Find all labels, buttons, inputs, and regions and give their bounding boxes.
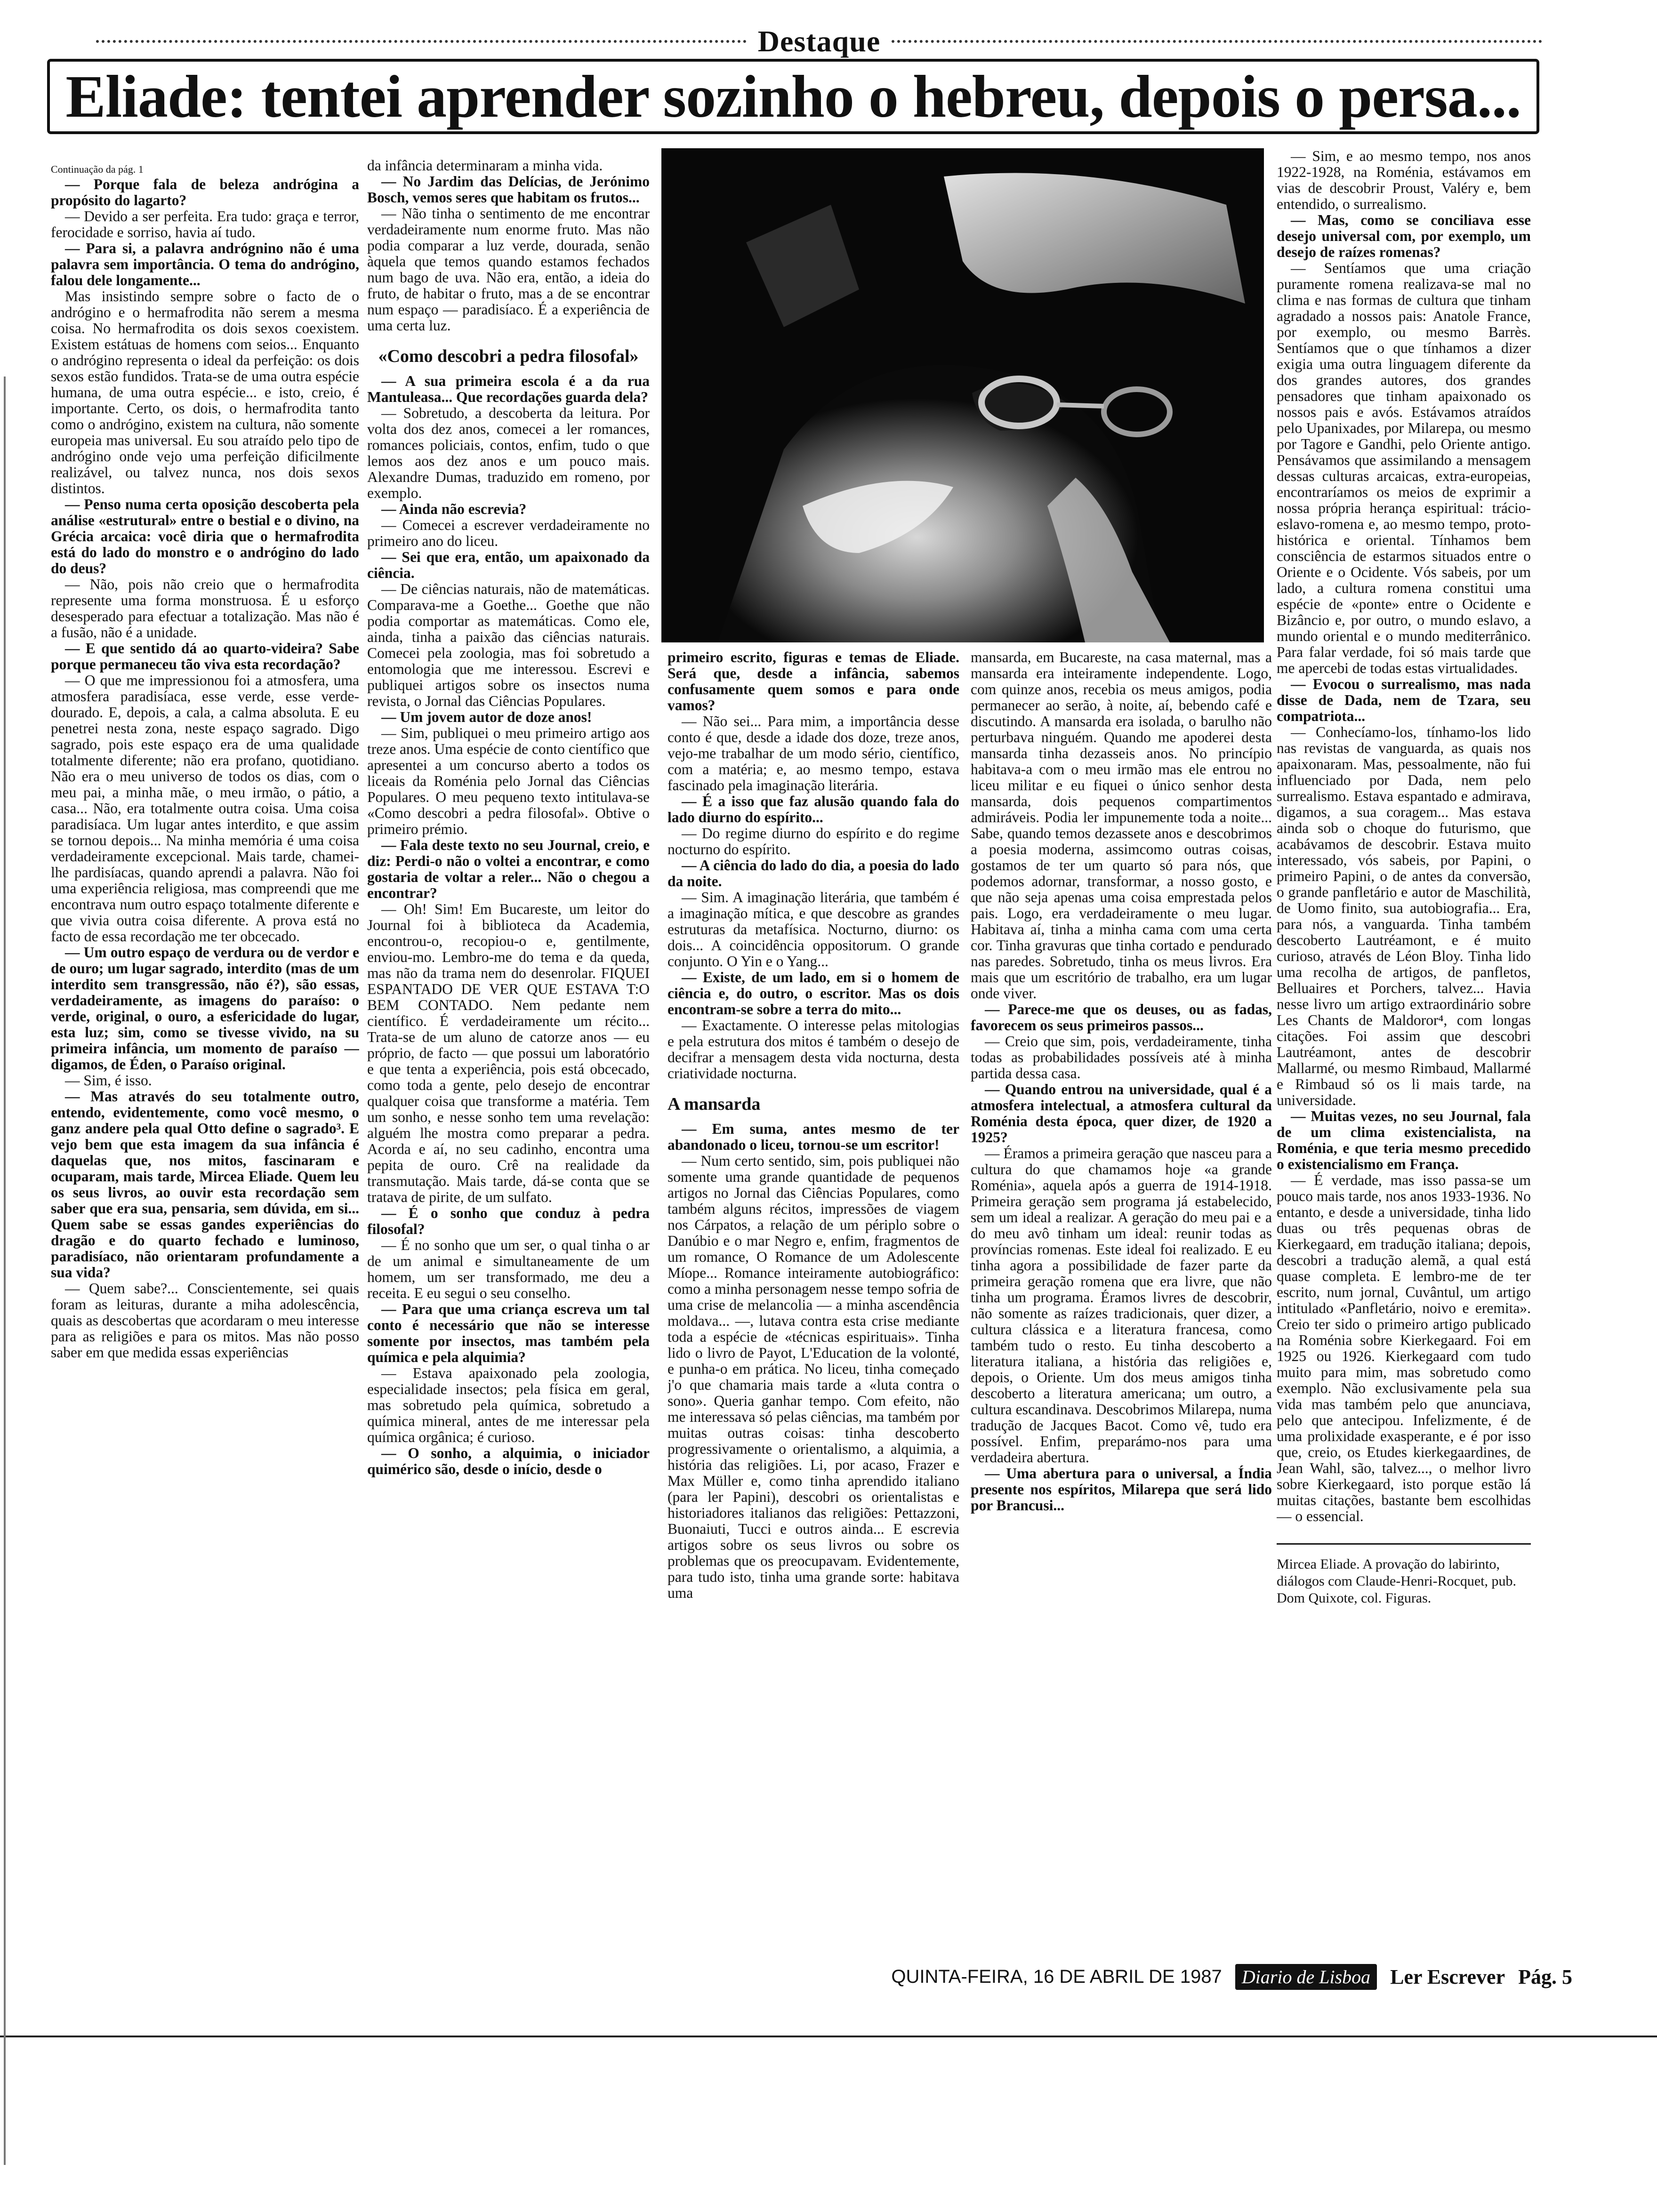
paragraph: — Não sei... Para mim, a importância desse conto é que, desde a idade dos doze, treze anos, vejo-me trabalhar de um modo sério, científico, com a matéria; e, ao mesmo tempo, estava fascinado pela imaginação literária. bbox=[668, 713, 959, 793]
interview-question: — Mas, como se conciliava esse desejo universal com, por exemplo, um desejo de raízes romenas? bbox=[1277, 212, 1531, 260]
interview-question: — Mas através do seu totalmente outro, entendo, evidentemente, como você mesmo, o ganz andere pela qual Otto define o sagrado³. E vejo bem que esta imagem da sua infância é daquelas que, nos mitos, fascinaram e ocuparam, mais tarde, Mircea Eliade. Quem leu os seus livros, ao ouvir esta recordação sem saber que era sua, pensaria, sem dúvida, em si... Quem sabe se essas gandes experiências do dragão e do quarto fechado e luminoso, paradisíaco, não orientaram profundamente a sua vida? bbox=[51, 1088, 359, 1281]
paragraph: — O que me impressionou foi a atmosfera, uma atmosfera paradisíaca, esse verde, esse verde-dourado. E, depois, a cala, a calma absoluta. E eu penetrei nesta zona, neste espaço sagrado. Digo sagrado, pois este espaço era de uma qualidade totalmente diferente; não era profano, quotidiano. Não era o meu universo de todos os dias, com o meu pai, a minha mãe, o meu irmão, o pátio, a casa... Não, era totalmente outra coisa. Uma coisa paradisíaca. Um lugar antes interdito, e que assim se tornou depois... Na minha memória é uma coisa verdadeiramente excepcional. Mais tarde, chamei-lhe pardisíacas, quando aprendi a palavra. Não foi uma experiência religiosa, mas compreendi que me encontrava num outro espaço totalmente diferente e que vivia outra coisa diferente. A prova está no facto de essa recordação me ter obcecado. bbox=[51, 672, 359, 945]
paragraph: — Éramos a primeira geração que nasceu para a cultura do que chamamos hoje «a grande Roménia», aquela após a guerra de 1914-1918. Primeira geração sem programa já estabelecido, sem um ideal a realizar. A geração do meu pai e a do meu avô tinham um ideal: reunir todas as províncias romenas. Este ideal foi realizado. E eu tinha agora a possibilidade de fazer parte da primeira geração romena que era livre, que não tinha um programa. Éramos livres de descobrir, não somente as raízes tradicionais, quer dizer, a cultura clássica e a literatura francesa, como também tudo o resto. Eu tinha descoberto a literatura italiana, a história das religiões e, depois, o Oriente. Um dos meus amigos tinha descoberto a literatura americana; um outro, a cultura escandinava. Descobrimos Milarepa, numa tradução de Jacques Bacot. Como vê, tudo era possível. Enfim, preparámo-nos para uma verdadeira abertura. bbox=[971, 1145, 1272, 1466]
paragraph: — Conhecíamo-los, tínhamo-los lido nas revistas de vanguarda, as quais nos apaixonaram. Mas, pessoalmente, não fui influenciado por Dada, nem pelo surrealismo. Estava espantado e admirava, digamos, a sua coragem... Mas estava ainda sob o choque do futurismo, que acabávamos de descobrir. Estava muito interessado, vós sabeis, por Papini, o primeiro Papini, o de antes da conversão, o grande panfletário e autor de Maschilità, de Uomo finito, sua autobiografia... Era, para nós, a vanguarda. Tinha também descoberto Lautréamont, e é muito curioso, através de Léon Bloy. Tinha lido uma recolha de artigos, de panfletos, Belluaires et Porchers, talvez... Havia nesse livro um artigo extraordinário sobre Les Chants de Maldoror⁴, com longas citações. Foi assim que descobri Lautréamont, antes de descobrir Mallarmé, ou mesmo Rimbaud, Mallarmé e Rimbaud só os li mais tarde, na universidade. bbox=[1277, 724, 1531, 1108]
paragraph: — Do regime diurno do espírito e do regime nocturno do espírito. bbox=[668, 825, 959, 858]
article-column-1 bbox=[51, 162, 359, 1866]
paragraph: — De ciências naturais, não de matemáticas. Comparava-me a Goethe... Goethe que não podia comportar as matemáticas. Como ele, ainda, tinha a paixão das ciências naturais. Comecei pela zoologia, mas foi sobretudo a entomologia que me interessou. Escrevi e publiquei artigos sobre os insectos numa revista, o Jornal das Ciências Populares. bbox=[367, 581, 650, 709]
subheading: A mansarda bbox=[668, 1094, 761, 1114]
footer-page-number: Pág. 5 bbox=[1518, 1965, 1572, 1988]
paragraph: — Creio que sim, pois, verdadeiramente, tinha todas as probabilidades possíveis até à minha partida dessa casa. bbox=[971, 1033, 1272, 1082]
paragraph: — Sim, é isso. bbox=[65, 1072, 152, 1089]
interview-question: — O sonho, a alquimia, o iniciador quimérico são, desde o início, desde o bbox=[367, 1445, 650, 1477]
interview-question: — Existe, de um lado, em si o homem de ciência e, do outro, o escritor. Mas os dois encontram-se sobre a terra do mito... bbox=[668, 969, 959, 1018]
interview-question: — Parece-me que os deuses, ou as fadas, favorecem os seus primeiros passos... bbox=[971, 1001, 1272, 1034]
article-column-5 bbox=[1277, 148, 1531, 1875]
paragraph: — É no sonho que um ser, o qual tinha o ar de um animal e simultaneamente de um homem, um ser transformado, me deu a receita. E eu segui o seu conselho. bbox=[367, 1237, 650, 1301]
paragraph: — Sim, e ao mesmo tempo, nos anos 1922-1928, na Roménia, estávamos em vias de descobrir Proust, Valéry e, bem entendido, o surrealismo. bbox=[1277, 148, 1531, 212]
interview-question: — Muitas vezes, no seu Journal, fala de um clima existencialista, na Roménia, e que teria mesmo precedido o existencialismo em França. bbox=[1277, 1108, 1531, 1172]
paragraph: — Sobretudo, a descoberta da leitura. Por volta dos dez anos, comecei a ler romances, romances policiais, contos, enfim, tudo o que lemos aos dez anos e um pouco mais. Alexandre Dumas, traduzido em romeno, por exemplo. bbox=[367, 405, 650, 501]
section-header bbox=[85, 24, 1553, 58]
interview-question: — Um outro espaço de verdura ou de verdor e de ouro; um lugar sagrado, interdito (mas de um interdito sem transgressão, não é?), são essas, verdadeiramente, as imagens do paraíso: o verde, original, o ouro, a esfericidade do lugar, esta luz; sim, como se tivesse vivido, na su primeira infância, um momento de paraíso — digamos, de Éden, o Paraíso original. bbox=[51, 944, 359, 1073]
footer-newspaper-logo: Diario de Lisboa bbox=[1235, 1964, 1377, 1990]
paragraph: — Comecei a escrever verdadeiramente no primeiro ano do liceu. bbox=[367, 517, 650, 549]
paragraph: — Não tinha o sentimento de me encontrar verdadeiramente num enorme fruto. Mas não podia comparar a luz verde, dourada, senão àquela que temos quando estamos fechados num bago de uva. Não era, então, a ideia do fruto, de habitar o fruto, mas a de se encontrar num espaço — paradisíaco. É a experiência de uma certa luz. bbox=[367, 205, 650, 334]
headline-box bbox=[47, 59, 1539, 134]
interview-question: — A ciência do lado do dia, a poesia do lado da noite. bbox=[668, 857, 959, 890]
paragraph: — Não, pois não creio que o hermafrodita represente uma forma monstruosa. É u esforço desesperado para efectuar a totalização. Mas não é a fusão, não é a unidade. bbox=[51, 576, 359, 641]
paragraph: mansarda, em Bucareste, na casa maternal, mas a mansarda era inteiramente independente. Logo, com quinze anos, recebia os meus amigos, podia permanecer ao serão, à noite, aí, bebendo café e discutindo. A mansarda era isolada, o barulho não perturbava ninguém. Quando me apoderei desta mansarda tinha dezasseis anos. No princípio habitava-a com o meu irmão mas ele entrou no liceu militar e eu fiquei o único senhor desta mansarda, dois pequenos compartimentos admiráveis. Podia ler impunemente toda a noite... Sabe, quando temos dezassete anos e descobrimos a poesia moderna, assimcomo outras coisas, gostamos de ter um quarto só para nós, que podemos adornar, transformar, a nosso gosto, e que não seja apenas uma coisa emprestada pelos pais. Logo, era verdadeiramente o meu lugar. Habitava aí, tinha a minha cama com uma certa cor. Tinha gravuras que tinha cortado e pendurado nas paredes. Sobretudo, tinha os meus livros. Era mais que um escritório de trabalho, era um lugar onde viver. bbox=[971, 649, 1272, 1002]
interview-question: — Evocou o surrealismo, mas nada disse de Dada, nem de Tzara, seu compatriota... bbox=[1277, 676, 1531, 724]
subheading: «Como descobri a pedra filosofal» bbox=[378, 346, 639, 366]
section-dots-left bbox=[96, 40, 747, 43]
article-column-3 bbox=[668, 649, 959, 1873]
portrait-photo-graphic bbox=[661, 148, 1264, 642]
paragraph: — Sim. A imaginação literária, que também é a imaginação mítica, e que descobre as grandes estruturas da metafísica. Nocturno, diurno: os dois... A coincidência oppositorum. O grande conjunto. O Yin e o Yang... bbox=[668, 889, 959, 970]
interview-question: — No Jardim das Delícias, de Jerónimo Bosch, vemos seres que habitam os frutos... bbox=[367, 173, 650, 206]
interview-question: — Para si, a palavra andrógnino não é uma palavra sem importância. O tema do andrógino, falou dele longamente... bbox=[51, 240, 359, 289]
scan-margin-line bbox=[4, 377, 6, 2165]
footer-section: Ler Escrever bbox=[1390, 1965, 1505, 1988]
section-dots-right bbox=[892, 40, 1542, 43]
interview-question: — Para que uma criança escreva um tal conto é necessário que não se interesse somente por insectos, mas também pela química e pela alquimia? bbox=[367, 1301, 650, 1365]
paragraph: da infância determinaram a minha vida. bbox=[367, 158, 603, 174]
interview-question: — Quando entrou na universidade, qual é a atmosfera intelectual, a atmosfera cultural da Roménia desta época, quer dizer, de 1920 a 1925? bbox=[971, 1081, 1272, 1146]
bottom-rule bbox=[0, 2036, 1657, 2037]
paragraph: — Estava apaixonado pela zoologia, especialidade insectos; pela física em geral, mas sobretudo pela química, sobretudo a química mineral, antes de me interessar pela química orgânica; é curioso. bbox=[367, 1365, 650, 1445]
interview-question: — E que sentido dá ao quarto-videira? Sabe porque permaneceu tão viva esta recordação? bbox=[51, 640, 359, 673]
source-credit: Mircea Eliade. A provação do labirinto, diálogos com Claude-Henri-Rocquet, pub. Dom Quixote, col. Figuras. bbox=[1277, 1543, 1531, 1607]
portrait-photo bbox=[661, 148, 1264, 642]
interview-question: — Porque fala de beleza andrógina a propósito do lagarto? bbox=[51, 176, 359, 208]
article-column-2 bbox=[367, 158, 650, 1871]
paragraph: — Num certo sentido, sim, pois publiquei não somente uma grande quantidade de pequenos artigos no Jornal das Ciências Populares, como também alguns récitos, impressões de viagem nos Cárpatos, a relação de um périplo sobre o Danúbio e o mar Negro e, enfim, fragmentos de um romance, O Romance de um Adolescente Míope... Romance inteiramente autobiográfico: como a minha personagem nesse tempo sofria de uma crise de melancolia — a minha ascendência moldava... —, lutava contra esta crise mediante toda a espécie de «técnicas espirituais». Tinha lido o livro de Payot, L'Education de la volonté, e punha-o em prática. No liceu, tinha começado j'o que chamaria mais tarde a «luta contra o sono». Queria ganhar tempo. Com efeito, não me interessava só pelas ciências, ma também por muitas outras coisas: tinha descoberto progressivamente o orientalismo, a alquimia, a história das religiões. Li, por acaso, Frazer e Max Müller e, como tinha aprendido italiano (para ler Papini), descobri os orientalistas e historiadores italianos das religiões: Pettazzoni, Buonaiuti, Tucci e outros ainda... E escrevia artigos sobre os seus livros ou sobre os problemas que os preocupavam. Evidentemente, para tudo isto, tinha uma grande sorte: habitava uma bbox=[668, 1153, 959, 1601]
paragraph: — Oh! Sim! Em Bucareste, um leitor do Journal foi à biblioteca da Academia, encontrou-o, recopiou-o e, gentilmente, enviou-mo. Lembro-me do tema e da queda, mas não da trama nem do desenrolar. FIQUEI ESPANTADO DE VER QUE ESTAVA T:O BEM CONTADO. Nem pedante nem científico. É verdadeiramente um récito... Trata-se de um aluno de catorze anos — eu próprio, de facto — que possui um laboratório e que tenta a experiência, pois está obcecado, como toda a gente, pelo desejo de encontrar qualquer coisa que transforme a matéria. Tem um sonho, e nesse sonho tem uma revelação: alguém lhe mostra como preparar a pedra. Acorda e aí, no seu cadinho, encontra uma pepita de ouro. Crê na realidade da transmutação. Mais tarde, dá-se conta que se tratava de pirite, de um sulfato. bbox=[367, 901, 650, 1205]
interview-question: — Ainda não escrevia? bbox=[381, 501, 527, 517]
section-label: Destaque bbox=[757, 24, 881, 58]
interview-question: — Uma abertura para o universal, a Índia presente nos espíritos, Milarepa que será lido por Brancusi... bbox=[971, 1465, 1272, 1514]
paragraph: — É verdade, mas isso passa-se um pouco mais tarde, nos anos 1933-1936. No entanto, e desde a universidade, tinha lido duas ou três pequenas obras de Kierkegaard, em tradução italiana; depois, descobri a tradução alemã, a qual está quase completa. E lembro-me de ter escrito, num jornal, Cuvântul, um artigo intitulado «Panfletário, noivo e eremita». Creio ter sido o primeiro artigo publicado na Roménia sobre Kierkegaard. Foi em 1925 ou 1926. Kierkegaard com tudo muito para mim, mas sobretudo como exemplo. Não exclusivamente pela sua vida mas também pelo que anunciava, pelo que antecipou. Infelizmente, é de uma prolixidade exasperante, e é por isso que, creio, os Etudes kierkegaardines, de Jean Wahl, são, talvez..., o melhor livro sobre Kierkegaard, isto porque estão lá muitas citações, bastante bem escolhidas — o essencial. bbox=[1277, 1172, 1531, 1524]
paragraph: Mas insistindo sempre sobre o facto de o andrógino e o hermafrodita não serem a mesma coisa. No hermafrodita os dois sexos coexistem. Existem estátuas de homens com seios... Enquanto o andrógino representa o ideal da perfeição: os dois sexos estão fundidos. Trata-se de uma outra espécie humana, de uma outra espécie... e isto, creio, é importante. Certo, os dois, o hermafrodita tanto como o andrógino, existem na cultura, não somente europeia mas universal. Eu sou atraído pelo tipo de andrógino onde vejo uma perfeição dificilmente realizável, ou talvez nunca, nos dois sexos distintos. bbox=[51, 288, 359, 497]
interview-question: primeiro escrito, figuras e temas de Eliade. Será que, desde a infância, sabemos confusamente quem somos e para onde vamos? bbox=[668, 649, 959, 713]
interview-question: — A sua primeira escola é a da rua Mantuleasa... Que recordações guarda dela? bbox=[367, 373, 650, 405]
paragraph: — Quem sabe?... Conscientemente, sei quais foram as leituras, durante a miha adolescência, quais as descobertas que acordaram o meu interesse para as religiões e para os mitos. Mas não posso saber em que medida essas experiências bbox=[51, 1280, 359, 1361]
interview-question: — Sei que era, então, um apaixonado da ciência. bbox=[367, 549, 650, 581]
interview-question: — É o sonho que conduz à pedra filosofal? bbox=[367, 1205, 650, 1237]
headline: Eliade: tentei aprender sozinho o hebreu, depois o persa... bbox=[65, 63, 1521, 130]
paragraph: — Devido a ser perfeita. Era tudo: graça e terror, ferocidade e sorriso, havia aí tudo. bbox=[51, 208, 359, 240]
interview-question: — Um jovem autor de doze anos! bbox=[381, 709, 592, 725]
interview-question: — Em suma, antes mesmo de ter abandonado o liceu, tornou-se um escritor! bbox=[668, 1121, 959, 1153]
interview-question: — É a isso que faz alusão quando fala do lado diurno do espírito... bbox=[668, 793, 959, 825]
interview-question: — Fala deste texto no seu Journal, creio, e diz: Perdi-o não o voltei a encontrar, e como gostaria de voltar a reler... Não o chegou a encontrar? bbox=[367, 837, 650, 901]
continuation-note: Continuação da pág. 1 bbox=[51, 163, 144, 175]
article-column-4 bbox=[971, 649, 1272, 1873]
footer-date: QUINTA-FEIRA, 16 DE ABRIL DE 1987 bbox=[891, 1966, 1222, 1987]
paragraph: — Exactamente. O interesse pelas mitologias e pela estrutura dos mitos é também o desejo de decifrar a mensagem desta vida nocturna, desta criatividade nocturna. bbox=[668, 1017, 959, 1082]
interview-question: — Penso numa certa oposição descoberta pela análise «estrutural» entre o bestial e o divino, na Grécia arcaica: você diria que o hermafrodita está do lado do monstro e o andrógino do lado do deus? bbox=[51, 496, 359, 577]
paragraph: — Sentíamos que uma criação puramente romena realizava-se mal no clima e nas formas de cultura que tinham agradado a nossos pais: Anatole France, por exemplo, ou mesmo Barrès. Sentíamos que o que tínhamos a dizer exigia uma outra linguagem diferente da dos grandes autores, dos grandes pensadores que tinham apaixonado os nossos pais e avós. Estávamos atraídos pelo Upanixades, por Milarepa, ou mesmo por Tagore e Gandhi, pelo Oriente antigo. Pensávamos que assimilando a mensagem dessas culturas arcaicas, extra-europeias, encontraríamos os meios de exprimir a nossa própria herança espiritual: trácio-eslavo-romena e, ao mesmo tempo, proto-histórica e oriental. Tínhamos bem consciência de estarmos situados entre o Oriente e o Ocidente. Vós sabeis, por um lado, a cultura romena constitui uma espécie de «ponte» entre o Ocidente e Bizâncio e, por outro, o mundo eslavo, a mundo oriental e o mundo mediterrânico. Para falar verdade, foi só mais tarde que me apercebi de todas estas virtualidades. bbox=[1277, 260, 1531, 676]
page-footer bbox=[843, 1960, 1572, 1993]
paragraph: — Sim, publiquei o meu primeiro artigo aos treze anos. Uma espécie de conto científico que apresentei a um concurso aberto a todos os liceais da Roménia pelo Jornal das Ciências Populares. O meu pequeno texto intitulava-se «Como descobri a pedra filosofal». Obtive o primeiro prémio. bbox=[367, 725, 650, 837]
